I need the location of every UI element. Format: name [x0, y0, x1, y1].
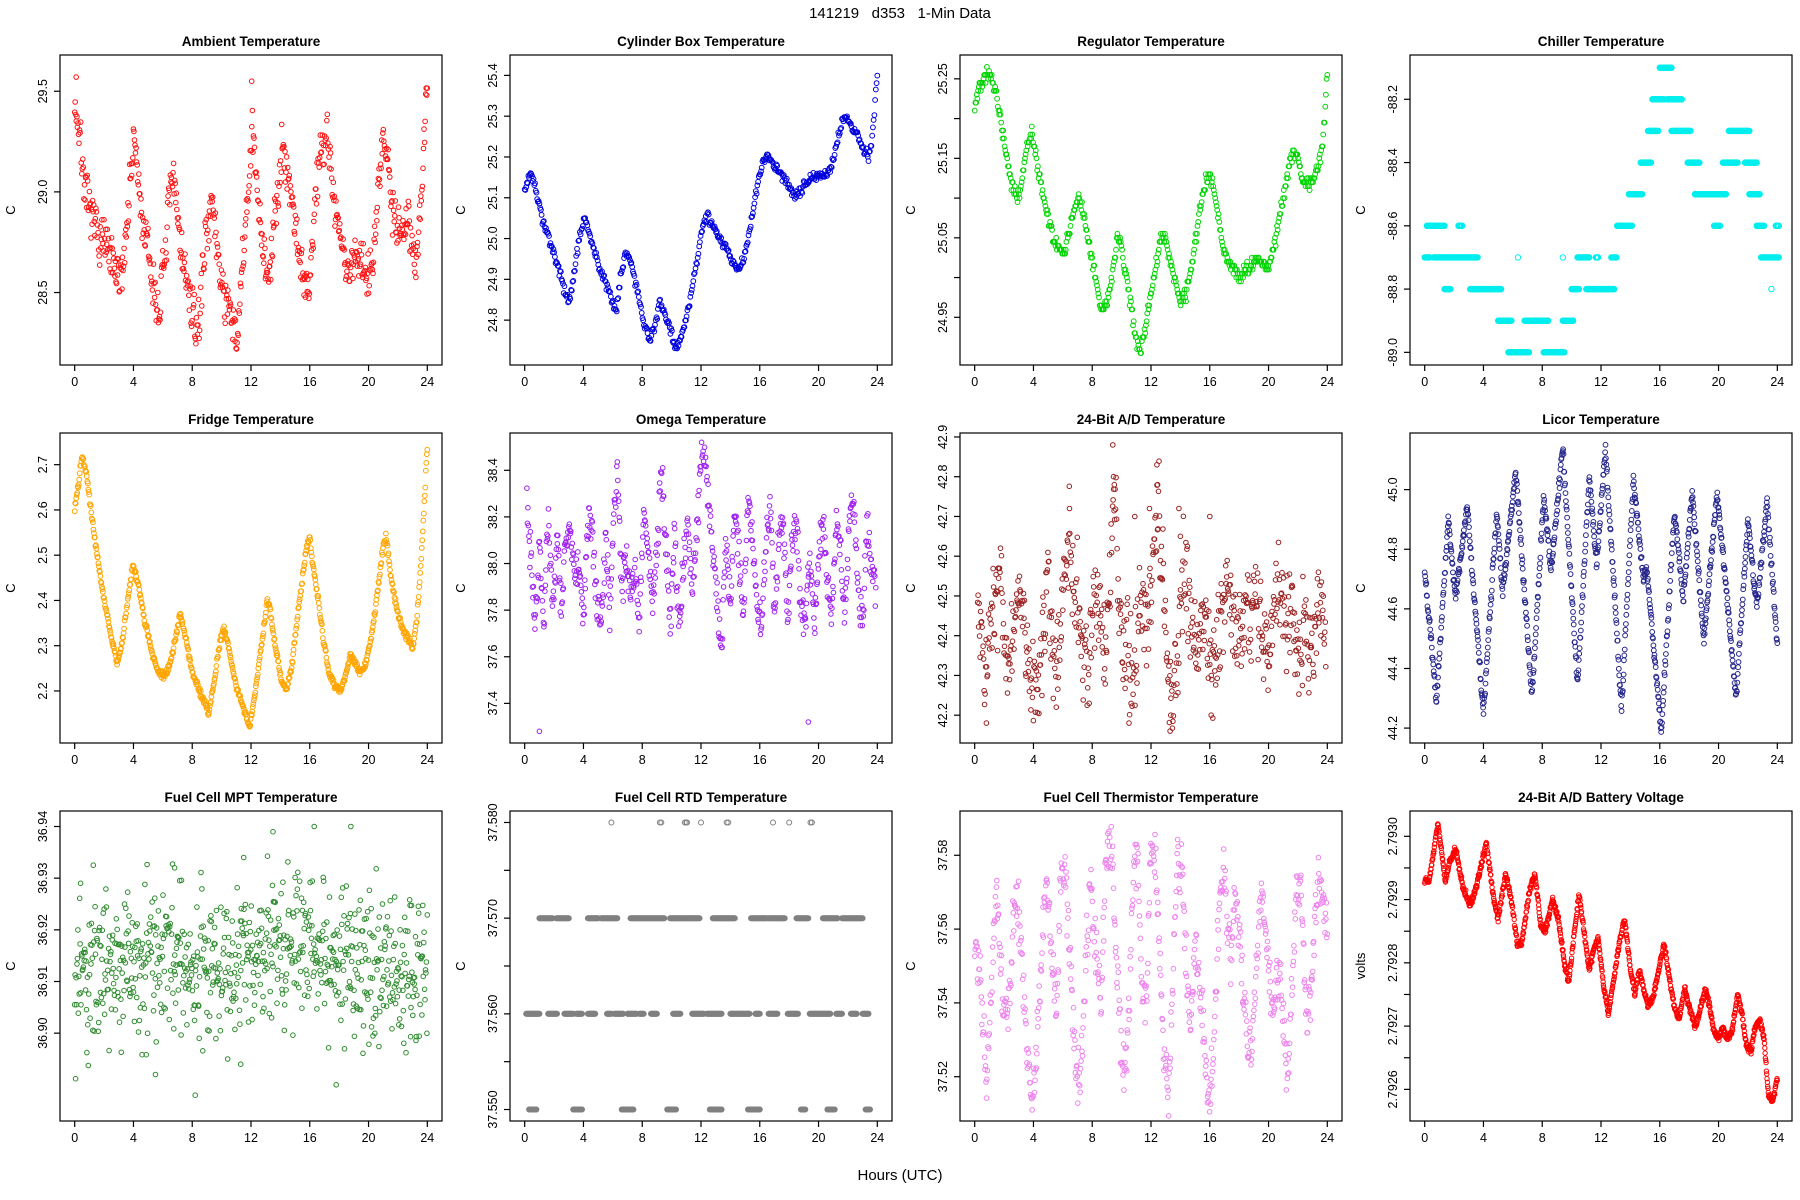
x-tick-label: 24: [870, 375, 885, 389]
chart-title: Fuel Cell RTD Temperature: [614, 790, 788, 805]
data-points: [524, 820, 873, 1112]
x-tick-label: 0: [521, 375, 529, 389]
y-tick-label: 24.8: [486, 307, 500, 333]
x-tick-label: 24: [420, 375, 435, 389]
x-tick-label: 16: [752, 753, 767, 767]
chart-fuel-cell-mpt-temperature: [0, 787, 450, 1165]
y-tick-label: 37.4: [486, 691, 500, 716]
x-tick-label: 12: [1144, 1131, 1158, 1145]
data-points: [972, 65, 1329, 356]
x-tick-label: 16: [1652, 753, 1667, 767]
y-tick-label: 2.5: [36, 546, 50, 564]
data-points: [1422, 65, 1782, 355]
y-tick-label: 37.570: [486, 899, 500, 938]
x-tick-label: 20: [1711, 1131, 1726, 1145]
y-tick-label: 29.0: [36, 179, 50, 205]
y-tick-label: 38.4: [486, 458, 500, 483]
figure-title: 141219 d353 1-Min Data: [809, 5, 991, 22]
y-tick-label: 37.8: [486, 597, 500, 623]
x-tick-label: 0: [971, 1131, 979, 1145]
x-tick-label: 12: [244, 1131, 258, 1145]
y-tick-label: 37.550: [486, 1090, 500, 1129]
chart-fuel-cell-thermistor-temperature: [900, 787, 1350, 1165]
y-tick-label: 28.5: [36, 280, 50, 305]
x-tick-label: 16: [1202, 1131, 1217, 1145]
chart-title: Chiller Temperature: [1537, 34, 1665, 49]
x-tick-label: 16: [1202, 753, 1217, 767]
y-tick-label: 36.94: [36, 810, 50, 843]
chart-title: Fuel Cell MPT Temperature: [164, 790, 338, 805]
y-tick-label: -88.2: [1386, 85, 1400, 114]
y-tick-label: 2.7928: [1386, 943, 1400, 982]
y-tick-label: -88.6: [1386, 211, 1400, 241]
x-tick-label: 8: [188, 753, 196, 767]
y-tick-label: 37.52: [936, 1061, 950, 1093]
chart-title: 24-Bit A/D Temperature: [1076, 412, 1226, 427]
y-axis-title: volts: [1353, 952, 1368, 980]
y-tick-label: 44.8: [1386, 537, 1400, 562]
charts-grid: [0, 31, 1800, 1165]
x-tick-label: 8: [638, 1131, 646, 1145]
y-axis-title: C: [903, 583, 918, 593]
x-tick-label: 20: [1261, 375, 1276, 389]
y-tick-label: 42.9: [936, 424, 950, 450]
x-tick-label: 0: [971, 753, 979, 767]
y-tick-label: 25.05: [936, 222, 950, 254]
data-points: [525, 440, 879, 734]
x-tick-label: 4: [129, 375, 137, 389]
x-tick-label: 20: [811, 753, 826, 767]
y-tick-label: 25.15: [936, 142, 950, 174]
x-tick-label: 20: [361, 375, 376, 389]
chart-title: Ambient Temperature: [181, 34, 321, 49]
y-tick-label: -88.8: [1386, 274, 1400, 304]
y-tick-label: 42.6: [936, 544, 950, 569]
x-tick-label: 20: [1261, 1131, 1276, 1145]
chart-ad24-battery-voltage: [1350, 787, 1800, 1165]
data-points: [72, 447, 429, 729]
x-tick-label: 24: [1320, 375, 1335, 389]
x-tick-label: 0: [71, 1131, 79, 1145]
chart-title: Licor Temperature: [1542, 412, 1660, 427]
x-tick-label: 12: [1594, 753, 1608, 767]
y-tick-label: 25.0: [486, 226, 500, 251]
chart-title: Fridge Temperature: [188, 412, 314, 427]
y-tick-label: 42.2: [936, 703, 950, 728]
y-axis-title: C: [3, 205, 18, 215]
chart-regulator-temperature: [900, 31, 1350, 409]
y-tick-label: 2.7: [36, 455, 50, 474]
y-tick-label: 44.2: [1386, 715, 1400, 741]
y-axis-title: C: [903, 205, 918, 215]
x-tick-label: 4: [1029, 1131, 1037, 1145]
x-tick-label: 4: [1479, 753, 1487, 767]
y-tick-label: 37.54: [936, 987, 950, 1019]
chart-title: 24-Bit A/D Battery Voltage: [1518, 790, 1684, 805]
y-tick-label: 25.1: [486, 185, 500, 210]
x-tick-label: 20: [1711, 753, 1726, 767]
y-tick-label: 36.90: [36, 1017, 50, 1049]
x-tick-label: 8: [1088, 753, 1096, 767]
data-points: [1423, 822, 1780, 1104]
x-tick-label: 12: [244, 375, 258, 389]
y-tick-label: 25.4: [486, 63, 500, 88]
x-tick-label: 8: [638, 375, 646, 389]
x-tick-label: 12: [1594, 1131, 1608, 1145]
y-tick-label: 24.95: [936, 301, 950, 333]
y-tick-label: 45.0: [1386, 477, 1400, 502]
y-tick-label: 37.560: [486, 994, 500, 1033]
x-tick-label: 20: [361, 1131, 376, 1145]
y-tick-label: 44.6: [1386, 596, 1400, 622]
x-tick-label: 0: [971, 375, 979, 389]
chart-omega-temperature: [450, 409, 900, 787]
chart-fridge-temperature: [0, 409, 450, 787]
y-tick-label: 44.4: [1386, 656, 1400, 681]
x-tick-label: 4: [1479, 1131, 1487, 1145]
x-tick-label: 20: [811, 1131, 826, 1145]
chart-chiller-temperature: [1350, 31, 1800, 409]
x-tick-label: 24: [1320, 1131, 1335, 1145]
x-tick-label: 16: [302, 753, 317, 767]
x-tick-label: 12: [1144, 753, 1158, 767]
y-tick-label: 2.7927: [1386, 1006, 1400, 1046]
x-tick-label: 16: [1202, 375, 1217, 389]
x-tick-label: 4: [579, 753, 587, 767]
x-tick-label: 20: [1711, 375, 1726, 389]
x-tick-label: 24: [870, 1131, 885, 1145]
chart-title: Fuel Cell Thermistor Temperature: [1043, 790, 1259, 805]
y-tick-label: 42.5: [936, 583, 950, 609]
y-tick-label: 36.93: [36, 862, 50, 894]
x-tick-label: 24: [870, 753, 885, 767]
x-tick-label: 24: [420, 1131, 435, 1145]
y-tick-label: 37.56: [936, 913, 950, 945]
x-tick-label: 8: [1538, 1131, 1546, 1145]
data-points: [522, 73, 879, 351]
y-axis-title: C: [453, 583, 468, 593]
chart-ambient-temperature: [0, 31, 450, 409]
y-tick-label: -88.4: [1386, 148, 1400, 177]
x-tick-label: 8: [1538, 375, 1546, 389]
y-tick-label: 25.3: [486, 104, 500, 129]
data-points: [975, 443, 1328, 734]
x-tick-label: 16: [302, 1131, 317, 1145]
x-tick-label: 0: [1421, 753, 1429, 767]
x-tick-label: 8: [638, 753, 646, 767]
y-tick-label: 38.2: [486, 504, 500, 530]
y-tick-label: 2.7926: [1386, 1070, 1400, 1109]
y-tick-label: 29.5: [36, 79, 50, 104]
x-tick-label: 16: [1652, 375, 1667, 389]
x-tick-label: 16: [302, 375, 317, 389]
x-tick-label: 4: [579, 1131, 587, 1145]
x-tick-label: 0: [521, 753, 529, 767]
x-tick-label: 24: [1770, 1131, 1785, 1145]
x-tick-label: 0: [71, 753, 79, 767]
y-tick-label: 42.3: [936, 663, 950, 688]
x-tick-label: 0: [1421, 375, 1429, 389]
y-tick-label: 2.3: [36, 637, 50, 655]
chart-fuel-cell-rtd-temperature: [450, 787, 900, 1165]
x-tick-label: 0: [1421, 1131, 1429, 1145]
x-axis-label: Hours (UTC): [857, 1167, 943, 1184]
x-tick-label: 12: [244, 753, 258, 767]
y-tick-label: 42.4: [936, 623, 950, 648]
x-tick-label: 4: [129, 753, 137, 767]
x-tick-label: 16: [1652, 1131, 1667, 1145]
x-tick-label: 12: [1144, 375, 1158, 389]
y-axis-title: C: [3, 961, 18, 971]
data-points: [1422, 442, 1779, 734]
y-axis-title: C: [1353, 583, 1368, 593]
data-points: [72, 75, 429, 352]
x-tick-label: 24: [420, 753, 435, 767]
x-tick-label: 24: [1770, 753, 1785, 767]
x-tick-label: 4: [1029, 375, 1037, 389]
x-tick-label: 0: [71, 375, 79, 389]
y-axis-title: C: [1353, 205, 1368, 215]
y-tick-label: 37.580: [486, 803, 500, 842]
chart-title: Omega Temperature: [635, 412, 767, 427]
y-tick-label: 38.0: [486, 551, 500, 576]
x-tick-label: 4: [1479, 375, 1487, 389]
x-tick-label: 8: [1088, 375, 1096, 389]
x-tick-label: 8: [1088, 1131, 1096, 1145]
y-tick-label: 2.6: [36, 501, 50, 519]
y-tick-label: 2.4: [36, 591, 50, 610]
y-tick-label: 2.7929: [1386, 880, 1400, 919]
y-tick-label: 2.7930: [1386, 817, 1400, 856]
x-tick-label: 20: [361, 753, 376, 767]
y-tick-label: 37.58: [936, 839, 950, 871]
y-tick-label: 24.9: [486, 267, 500, 292]
y-tick-label: 25.25: [936, 63, 950, 95]
x-tick-label: 24: [1320, 753, 1335, 767]
x-tick-label: 20: [1261, 753, 1276, 767]
y-tick-label: 36.92: [36, 914, 50, 946]
data-points: [72, 824, 429, 1097]
y-tick-label: 42.7: [936, 504, 950, 529]
x-tick-label: 8: [188, 375, 196, 389]
y-tick-label: 42.8: [936, 464, 950, 489]
x-tick-label: 24: [1770, 375, 1785, 389]
y-axis-title: C: [453, 205, 468, 215]
y-tick-label: 25.2: [486, 144, 500, 170]
y-tick-label: -89.0: [1386, 338, 1400, 367]
data-points: [972, 824, 1329, 1118]
x-tick-label: 16: [752, 375, 767, 389]
x-tick-label: 4: [579, 375, 587, 389]
x-tick-label: 8: [188, 1131, 196, 1145]
x-tick-label: 12: [694, 1131, 708, 1145]
x-tick-label: 20: [811, 375, 826, 389]
x-tick-label: 12: [1594, 375, 1608, 389]
y-tick-label: 37.6: [486, 644, 500, 669]
x-tick-label: 12: [694, 375, 708, 389]
y-axis-title: C: [453, 961, 468, 971]
x-tick-label: 0: [521, 1131, 529, 1145]
chart-title: Regulator Temperature: [1077, 34, 1225, 49]
x-tick-label: 16: [752, 1131, 767, 1145]
x-tick-label: 8: [1538, 753, 1546, 767]
x-tick-label: 4: [129, 1131, 137, 1145]
chart-cylinder-box-temperature: [450, 31, 900, 409]
chart-ad24-temperature: [900, 409, 1350, 787]
chart-title: Cylinder Box Temperature: [617, 34, 785, 49]
y-tick-label: 2.2: [36, 682, 50, 700]
x-tick-label: 4: [1029, 753, 1037, 767]
y-axis-title: C: [3, 583, 18, 593]
y-tick-label: 36.91: [36, 965, 50, 998]
x-tick-label: 12: [694, 753, 708, 767]
chart-licor-temperature: [1350, 409, 1800, 787]
y-axis-title: C: [903, 961, 918, 971]
